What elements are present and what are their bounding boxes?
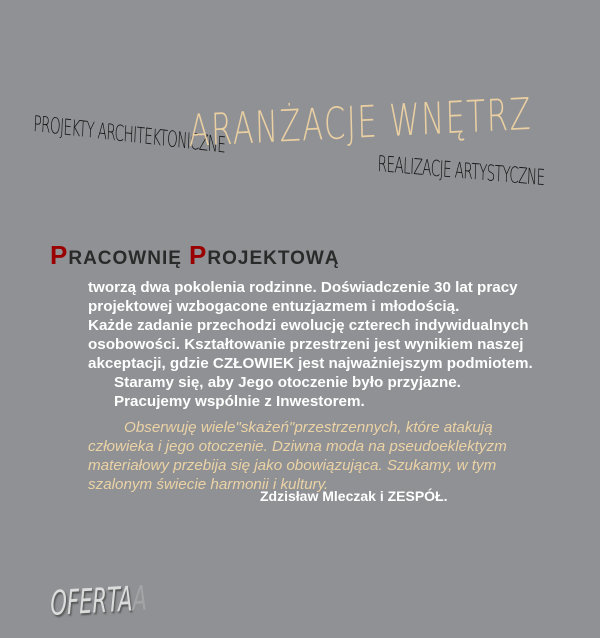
body-line: osobowości. Kształtowanie przestrzeni jest wynikiem naszej xyxy=(88,336,524,353)
section-heading xyxy=(50,240,340,271)
header-aranzacje-text: ARANŻACJE WNĘTRZ xyxy=(188,88,533,157)
header-projekty-text: PROJEKTY ARCHITEKTONICZNE xyxy=(32,112,226,159)
heading-word-2: ROJEKTOWĄ xyxy=(207,248,340,269)
oferta-link[interactable] xyxy=(50,579,147,624)
intro-body xyxy=(88,278,588,411)
oferta-shadow-letter: A xyxy=(132,578,148,620)
heading-initial-1: P xyxy=(50,240,69,270)
quote-line: szalonym świecie harmonii i kultury. xyxy=(88,476,329,493)
header-realizacje-text: REALIZACJE ARTYSTYCZNE xyxy=(377,152,545,192)
heading-initial-2: P xyxy=(189,240,208,270)
body-line: Każde zadanie przechodzi ewolucję czterech indywidualnych xyxy=(88,317,529,334)
body-line: Pracujemy wspólnie z Inwestorem. xyxy=(114,393,365,410)
quote-line: człowieka i jego otoczenie. Dziwna moda na pseudoeklektyzm xyxy=(88,438,507,455)
body-line: tworzą dwa pokolenia rodzinne. Doświadczenie 30 lat pracy xyxy=(88,279,518,296)
signature: Zdzisław Mleczak i ZESPÓŁ. xyxy=(260,488,448,504)
quote-line: Obserwuję wiele"skażeń"przestrzennych, które atakują xyxy=(124,419,493,436)
body-line: Staramy się, aby Jego otoczenie było przyjazne. xyxy=(114,374,461,391)
quote-block xyxy=(88,418,588,494)
body-line: projektowej wzbogacone entuzjazmem i młodością. xyxy=(88,298,460,315)
quote-line: materiałowy przebija się jako obowiązująca. Szukamy, w tym xyxy=(88,457,497,474)
body-line: akceptacji, gdzie CZŁOWIEK jest najważniejszym podmiotem. xyxy=(88,355,533,372)
heading-word-1: RACOWNIĘ xyxy=(68,248,182,269)
oferta-label: OFERTA xyxy=(50,579,133,624)
